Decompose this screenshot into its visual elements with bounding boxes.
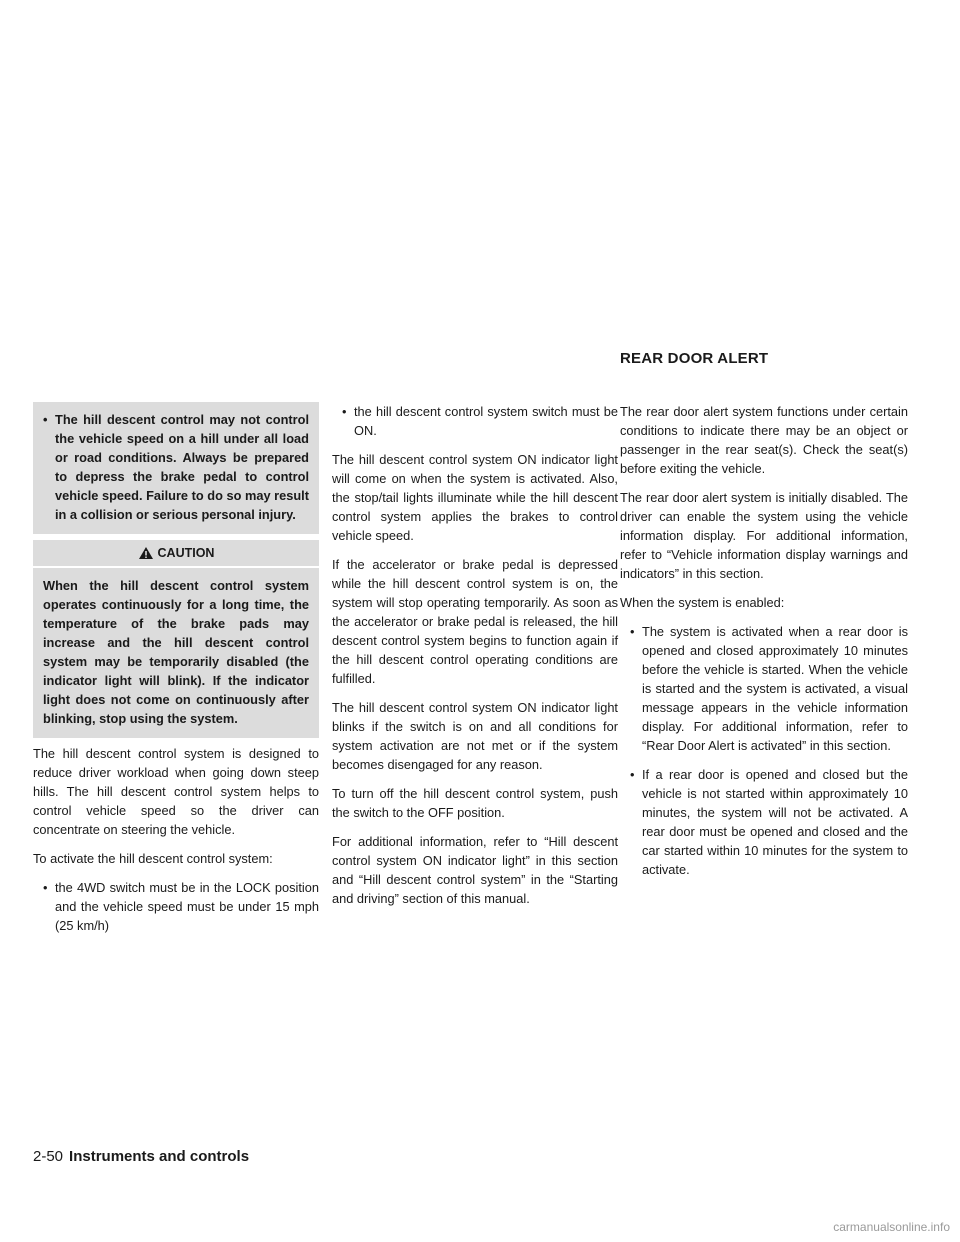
watermark: carmanualsonline.info (833, 1220, 950, 1234)
caution-label: CAUTION (157, 545, 215, 560)
list-item (43, 878, 319, 935)
paragraph: The hill descent control system ON indicator light blinks if the switch is on and all conditions for system activation are not met or if the system becomes disengaged for any reason. (332, 700, 618, 772)
bullet-dot: • (630, 767, 635, 782)
column-3 (620, 402, 908, 889)
list-item (630, 622, 908, 755)
list-item-text: If a rear door is opened and closed but the vehicle is not started within approximately 10 minutes, the system will not be activated. A rear door must be opened and closed and the car started within 10 minutes for the system to activate. (642, 767, 908, 877)
paragraph: For additional information, refer to “Hill descent control system ON indicator light” in this section and “Hill descent control system” in the “Starting and driving” section of this manual. (332, 834, 618, 906)
caution-body: When the hill descent control system operates continuously for a long time, the temperature of the brake pads may increase and the hill descent control system may be temporarily disabled (the indicator light will blink). If the indicator light does not come on continuously after blinking, stop using the system. (33, 568, 319, 738)
paragraph: The hill descent control system ON indicator light will come on when the system is activated. Also, the stop/tail lights illuminate while the hill descent control system applies the brakes to control vehicle speed. (332, 452, 618, 543)
list-item-text: The system is activated when a rear door is opened and closed approximately 10 minutes before the vehicle is started. When the vehicle is started and the system is activated, a visual message appears in the vehicle information display. For additional information, refer to “Rear Door Alert is activated” in this section. (642, 624, 908, 753)
bullet-dot: • (342, 404, 347, 419)
list-item (630, 765, 908, 879)
warning-box (33, 402, 319, 534)
bullet-dot: • (43, 412, 48, 427)
list-item (342, 402, 618, 440)
page-number: 2-50 (33, 1148, 64, 1165)
bullet-dot: • (43, 880, 48, 895)
paragraph: When the system is enabled: (620, 595, 785, 610)
paragraph: If the accelerator or brake pedal is depressed while the hill descent control system is on, the system will stop operating temporarily. As soon as the accelerator or brake pedal is released, the hill descent control system begins to function again if the hill descent control operating conditions are fulfilled. (332, 557, 618, 686)
column-2 (332, 402, 618, 918)
bullet-dot: • (630, 624, 635, 639)
warning-bullet (43, 410, 309, 524)
caution-header (33, 540, 319, 566)
section-heading: REAR DOOR ALERT (620, 350, 769, 367)
list-item-text: the 4WD switch must be in the LOCK position and the vehicle speed must be under 15 mph (25 km/h) (55, 880, 319, 933)
paragraph: The rear door alert system functions under certain conditions to indicate there may be an object or passenger in the rear seat(s). Check the seat(s) before exiting the vehicle. (620, 404, 908, 476)
paragraph: The hill descent control system is designed to reduce driver workload when going down steep hills. The hill descent control system helps to control vehicle speed so the driver can concentrate on steering the vehicle. (33, 746, 319, 837)
paragraph: The rear door alert system is initially disabled. The driver can enable the system using the vehicle information display. For additional information, refer to “Vehicle information display warnings and indicators” in this section. (620, 490, 908, 581)
paragraph: To turn off the hill descent control system, push the switch to the OFF position. (332, 786, 618, 820)
paragraph: To activate the hill descent control system: (33, 851, 273, 866)
list-item-text: the hill descent control system switch must be ON. (354, 404, 618, 438)
warning-triangle-icon (138, 546, 154, 560)
column-1 (33, 402, 319, 945)
warning-text: The hill descent control may not control the vehicle speed on a hill under all load or road conditions. Always be prepared to depress the brake pedal to control vehicle speed. Failure to do so may result in a collision or serious personal injury. (55, 412, 309, 522)
page-footer (33, 1148, 249, 1165)
chapter-title: Instruments and controls (69, 1148, 250, 1165)
